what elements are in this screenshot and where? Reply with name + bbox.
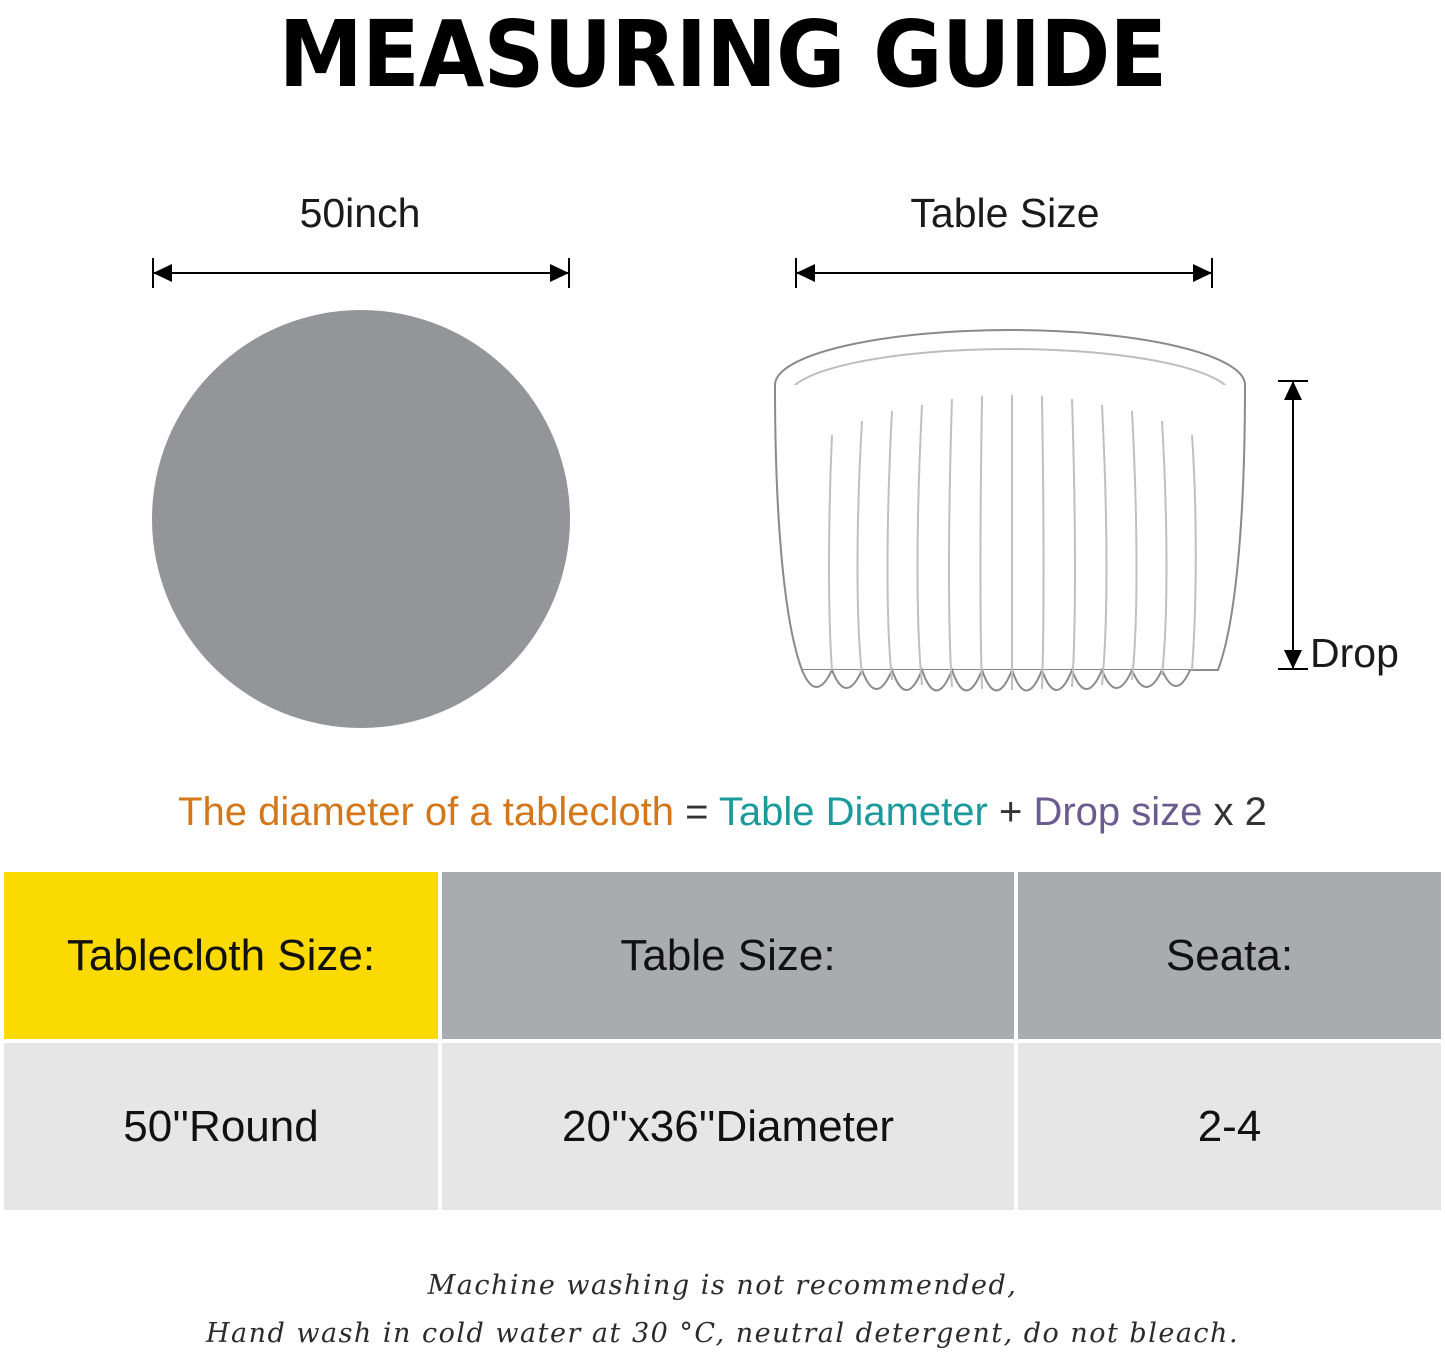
- cell-tablecloth-size: 50''Round: [4, 1043, 438, 1210]
- size-chart-table: [0, 868, 1445, 1214]
- table-row: [4, 1043, 1441, 1210]
- formula-part-table-diameter: Table Diameter: [718, 790, 988, 834]
- left-dimension-label: 50inch: [299, 190, 421, 236]
- measuring-diagram: [0, 150, 1445, 770]
- cell-table-size: 20''x36''Diameter: [442, 1043, 1014, 1210]
- formula-line: [0, 790, 1445, 835]
- drop-arrow-icon: [1275, 380, 1311, 670]
- care-instructions-line-1: Machine washing is not recommended,: [427, 1270, 1018, 1301]
- right-dimension-label: Table Size: [910, 190, 1100, 236]
- formula-equals: =: [685, 790, 709, 834]
- round-tablecloth-swatch-icon: [152, 310, 570, 728]
- drop-dimension-label: Drop: [1310, 630, 1399, 676]
- header-table-size: Table Size:: [442, 872, 1014, 1039]
- formula-plus: +: [998, 790, 1023, 834]
- table-size-arrow-icon: [795, 255, 1213, 291]
- table-header-row: [4, 872, 1441, 1039]
- formula-multiplier: x 2: [1213, 790, 1267, 834]
- header-tablecloth-size: Tablecloth Size:: [4, 872, 438, 1039]
- header-seats: Seata:: [1018, 872, 1441, 1039]
- formula-part-tablecloth-diameter: The diameter of a tablecloth: [178, 790, 674, 834]
- care-instructions: [0, 1262, 1445, 1358]
- cell-seats: 2-4: [1018, 1043, 1441, 1210]
- page-title: MEASURING GUIDE: [278, 1, 1167, 108]
- care-instructions-line-2: Hand wash in cold water at 30 °C, neutral detergent, do not bleach.: [205, 1318, 1240, 1349]
- formula-part-drop-size: Drop size: [1033, 790, 1203, 834]
- left-dimension-arrow-icon: [152, 255, 570, 291]
- draped-round-table-icon: [740, 325, 1280, 745]
